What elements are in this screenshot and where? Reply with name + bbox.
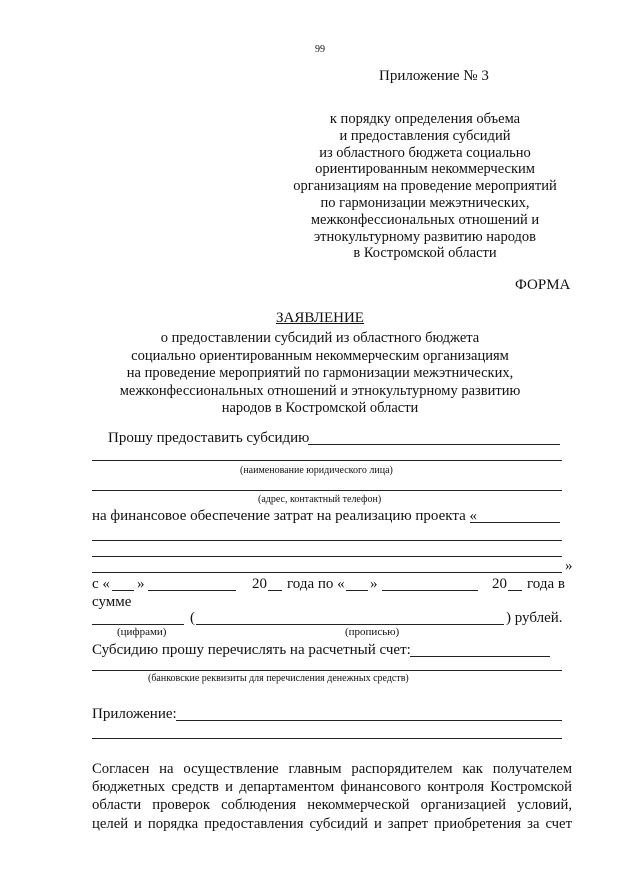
bank-details-field[interactable] — [92, 670, 562, 671]
end-month-field[interactable] — [382, 590, 478, 591]
end-day-field[interactable] — [346, 590, 368, 591]
account-label: Субсидию прошу перечислять на расчетный счет: — [92, 642, 411, 658]
address-caption: (адрес, контактный телефон) — [258, 494, 382, 505]
amount-words-field[interactable] — [196, 624, 504, 625]
period-year-suffix: года в — [527, 576, 565, 592]
start-day-field[interactable] — [112, 590, 134, 591]
statement-line: народов в Костромской области — [221, 400, 419, 417]
period-quote-close-2: » — [370, 576, 378, 592]
appendix-line: по гармонизации межэтнических, — [320, 194, 530, 211]
account-number-field[interactable] — [410, 656, 550, 657]
appendix-line: межконфессиональных отношений и — [310, 211, 540, 228]
consent-line: области проверок соблюдения некоммерческой организацией условий, — [92, 797, 572, 814]
closing-quote: » — [565, 558, 573, 574]
project-name-line-4[interactable] — [92, 572, 562, 573]
period-year-prefix: 20 — [252, 576, 267, 592]
subsidy-amount-field[interactable] — [308, 444, 560, 445]
appendix-line: этнокультурному развитию народов — [313, 228, 537, 245]
amount-open-paren: ( — [190, 610, 195, 626]
page-number: 99 — [315, 44, 325, 55]
start-year-field[interactable] — [268, 590, 282, 591]
start-month-field[interactable] — [148, 590, 236, 591]
end-year-field[interactable] — [508, 590, 522, 591]
period-quote-close: » — [137, 576, 145, 592]
project-name-line-3[interactable] — [92, 556, 562, 557]
financing-label: на финансовое обеспечение затрат на реализацию проекта « — [92, 508, 478, 524]
attachment-field-2[interactable] — [92, 738, 562, 739]
digits-caption: (цифрами) — [117, 626, 167, 638]
appendix-line: к порядку определения объема — [329, 111, 521, 127]
appendix-description — [290, 111, 560, 262]
consent-paragraph — [92, 760, 572, 833]
request-label: Прошу предоставить субсидию — [108, 430, 310, 446]
org-name-field[interactable] — [92, 460, 562, 461]
statement-title — [0, 310, 640, 327]
statement-line: межконфессиональных отношений и этнокультурному развитию — [119, 382, 521, 399]
statement-line: о предоставлении субсидий из областного бюджета — [160, 330, 480, 346]
appendix-line: из областного бюджета социально — [319, 144, 531, 161]
consent-line: бюджетных средств и департаментом финансового контроля Костромской — [92, 779, 572, 796]
rubles-label: ) рублей. — [506, 610, 563, 626]
period-year-prefix-2: 20 — [492, 576, 507, 592]
statement-title-text: ЗАЯВЛЕНИЕ — [276, 310, 364, 326]
project-name-field[interactable] — [470, 522, 560, 523]
attachment-label: Приложение: — [92, 706, 177, 722]
consent-line: целей и порядка предоставления субсидий и запрет приобретения за счет — [92, 815, 572, 832]
statement-line: на проведение мероприятий по гармонизации межэтнических, — [126, 365, 514, 382]
appendix-line: в Костромской области — [353, 245, 497, 262]
appendix-title: Приложение № 3 — [379, 68, 489, 84]
appendix-line: организациям на проведение мероприятий — [293, 178, 557, 195]
statement-subtitle — [0, 330, 640, 418]
sum-label: сумме — [92, 594, 132, 610]
attachment-field[interactable] — [176, 720, 562, 721]
appendix-line: и предоставления субсидий — [339, 127, 511, 144]
words-caption: (прописью) — [345, 626, 400, 638]
forma-label: ФОРМА — [515, 277, 571, 293]
org-name-caption: (наименование юридического лица) — [240, 465, 393, 476]
address-field[interactable] — [92, 490, 562, 491]
consent-line: Согласен на осуществление главным распорядителем как получателем — [92, 761, 572, 777]
statement-line: социально ориентированным некоммерческим организациям — [131, 347, 509, 364]
period-from-label: с « — [92, 576, 110, 592]
project-name-line-2[interactable] — [92, 540, 562, 541]
bank-caption: (банковские реквизиты для перечисления денежных средств) — [148, 673, 409, 684]
amount-digits-field[interactable] — [92, 624, 184, 625]
appendix-line: ориентированным некоммерческим — [315, 161, 535, 178]
period-by-label: года по « — [287, 576, 345, 592]
